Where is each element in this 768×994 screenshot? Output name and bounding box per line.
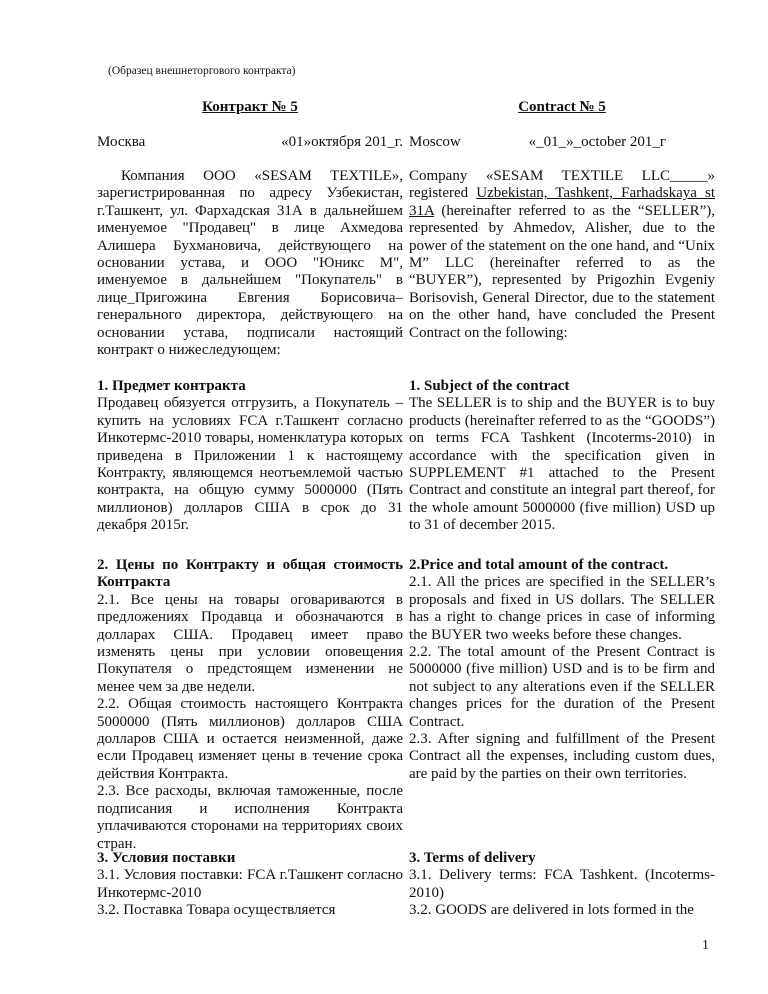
- section-1-text-en: The SELLER is to ship and the BUYER is to buy products (hereinafter referred to as the “GOODS”) on terms FCA Tashkent (Incoterms-2010) in accordance with the specification given in SUPPLEMENT #1 attached to the Present Contract and constitute an integral part thereof, for the whole amount 5000000 (five million) USD up to 31 of december 2015.: [409, 395, 715, 534]
- preamble-en-text: Company «SESAM TEXTILE LLC_____» registered Uzbekistan, Tashkent, Farhadskaya st 31A (hereinafter referred to as the “SELLER”), represented by Ahmedov, Alisher, due to the power of the statement on the one hand, and “Unix M” LLC (hereinafter referred to as the “BUYER”), represented by Prigozhin Evgeniy Borisovish, General Director, due to the statement on the other hand, have concluded the Present Contract on the following:: [409, 168, 716, 341]
- clause-3-1-en: 3.1. Delivery terms: FCA Tashkent. (Incoterms-2010): [409, 867, 715, 901]
- section-1-text-ru: Продавец обязуется отгрузить, а Покупатель – купить на условиях FCA г.Ташкент согласно Инкотермс-2010 товары, номенклатура которых приведена в Приложении 1 к настоящему Контракту, являющемся неотъемлемой частью контракта, на общую сумму 5000000 (Пять миллионов) долларов США в срок до 31 декабря 2015г.: [97, 395, 403, 534]
- section-2-title-en: 2.Price and total amount of the contract.: [409, 557, 669, 573]
- clause-2-2-en: 2.2. The total amount of the Present Contract is 5000000 (five million) USD and is to be firm and not subject to any alterations even if the SELLER changes prices for the duration of the Present Contract.: [409, 644, 715, 730]
- section-1-title-ru: 1. Предмет контракта: [97, 378, 246, 394]
- section-3-title-en: 3. Terms of delivery: [409, 850, 536, 866]
- section-3-en: [409, 850, 715, 920]
- date-ru: «01»октября 201_г.: [281, 134, 403, 150]
- sample-note: (Образец внешнеторгового контракта): [108, 65, 296, 77]
- section-3-title-ru: 3. Условия поставки: [97, 850, 236, 866]
- preamble-en: [409, 168, 715, 342]
- section-1-en: [409, 378, 715, 535]
- date-en: «_01_»_october 201_г: [528, 134, 667, 150]
- preamble-ru: [97, 168, 403, 359]
- clause-3-2-ru: 3.2. Поставка Товара осуществляется: [97, 902, 336, 919]
- section-3-ru: [97, 850, 403, 920]
- place-date-ru: [97, 134, 403, 151]
- seller-address: Uzbekistan, Tashkent, Farhadskaya st 31A: [409, 185, 716, 219]
- section-2-title-ru: 2. Цены по Контракту и общая стоимость Контракта: [97, 557, 403, 591]
- contract-title-en: Contract № 5: [518, 99, 606, 115]
- page-number: 1: [702, 938, 709, 953]
- clause-3-2-en: 3.2. GOODS are delivered in lots formed in the: [409, 902, 694, 919]
- section-1-ru: [97, 378, 403, 535]
- section-1-title-en: 1. Subject of the contract: [409, 378, 570, 394]
- clause-2-1-ru: 2.1. Все цены на товары оговариваются в предложениях Продавца и обозначаются в долларах США. Продавец имеет право изменять цены при условии оповещения Покупателя о предстоящем изменении не менее чем за две недели.: [97, 591, 403, 695]
- clause-2-3-en: 2.3. After signing and fulfillment of the Present Contract all the expenses, including custom dues, are paid by the parties on their own territories.: [409, 731, 715, 782]
- city-en: Moscow: [409, 134, 461, 150]
- city-ru: Москва: [97, 134, 146, 150]
- section-2-ru: [97, 557, 403, 853]
- clause-2-2-ru: 2.2. Общая стоимость настоящего Контракта 5000000 (Пять миллионов) долларов США долларов США и остается неизменной, даже если Продавец изменяет цены в течение срока действия Контракта.: [97, 696, 403, 782]
- clause-2-3-ru: 2.3. Все расходы, включая таможенные, после подписания и исполнения Контракта уплачиваются сторонами на территориях своих стран.: [97, 783, 403, 852]
- section-2-en: [409, 557, 715, 783]
- contract-title-ru: Контракт № 5: [202, 99, 298, 115]
- place-date-en: [409, 134, 715, 151]
- preamble-ru-text: Компания ООО «SESAM TEXTILE», зарегистрированная по адресу Узбекистан, г.Ташкент, ул. Фархадская 31А в дальнейшем именуемое "Продавец" в лице Ахмедова Алишера Бухмановича, действующего на основании устава, и ООО "Юникс М", именуемое в дальнейшем "Покупатель" в лице_Пригожина Евгения Борисовича– генерального директора, действующего на основании устава, подписали настоящий контракт о нижеследующем:: [97, 168, 403, 359]
- clause-3-1-ru: 3.1. Условия поставки: FCA г.Ташкент согласно Инкотермс-2010: [97, 867, 403, 901]
- clause-2-1-en: 2.1. All the prices are specified in the SELLER’s proposals and fixed in US dollars. The SELLER has a right to change prices in case of informing the BUYER two weeks before these changes.: [409, 574, 715, 643]
